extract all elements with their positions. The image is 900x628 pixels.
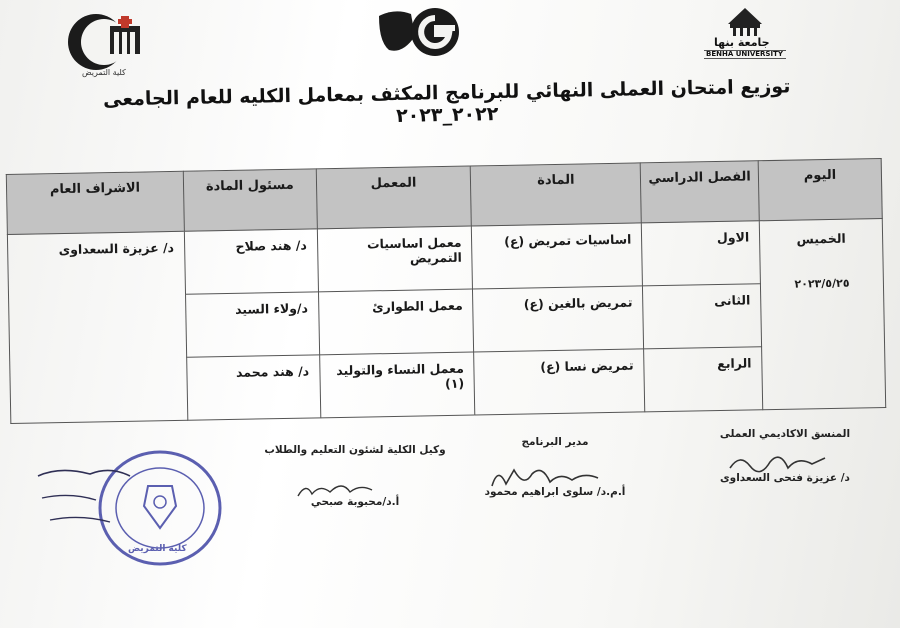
official-stamp [30,446,230,571]
subject-cell: اساسيات تمريض (ع) [472,223,643,289]
right-logo-arabic: جامعة بنها [714,36,770,49]
header-responsible: مسئول المادة [183,169,317,231]
header-day: اليوم [758,159,882,221]
responsible-cell: د/ولاء السيد [185,292,319,357]
subject-cell: تمريض نسا (ع) [474,349,645,415]
header-supervision: الاشراف العام [6,171,184,234]
header-subject: المادة [471,163,642,226]
header-lab: المعمل [316,166,472,229]
director-handwritten-signature [480,460,620,496]
responsible-cell: د/ هند صلاح [184,229,318,294]
right-logo-english: BENHA UNIVERSITY [706,50,783,58]
document-title: توزيع امتحان العملى النهائي للبرنامج المكثف بمعامل الكليه للعام الجامعى ٢٠٢٢_٢٠٢٣ [102,75,791,127]
lab-cell: معمل الطوارئ [318,289,474,355]
left-logo-caption: كلية التمريض [82,68,126,77]
day-name: الخميس [796,230,846,247]
nursing-faculty-logo [62,12,152,80]
stamp-text: كلية التمريض [128,544,187,554]
day-cell [759,218,885,409]
vice-dean-label: وكيل الكلية لشئون التعليم والطلاب [264,444,446,456]
semester-cell: الرابع [644,347,763,412]
header-semester: الفصل الدراسي [640,161,759,223]
subject-cell: تمريض بالغين (ع) [473,286,644,352]
vice-dean-handwritten-signature [290,474,380,504]
responsible-cell: د/ هند محمد [187,355,321,420]
lab-cell: معمل اساسيات التمريض [317,226,473,292]
coordinator-name: د/ عزيزة فتحى السعداوى [720,472,850,484]
director-name: أ.م.د/ سلوى ابراهيم محمود [484,486,626,498]
coordinator-label: المنسق الاكاديمي العملى [719,428,851,440]
vice-dean-name: أ.د/محبوبة صبحي [310,496,400,508]
exam-schedule-table [6,158,886,424]
director-label: مدير البرنامج [521,436,589,448]
semester-cell: الاول [642,221,761,286]
semester-cell: الثانى [643,284,762,349]
program-logo [375,6,467,62]
supervisor-cell: د/ عزيزة السعداوى [7,231,187,423]
coordinator-handwritten-signature [720,448,840,478]
lab-cell: معمل النساء والتوليد (١) [319,352,475,418]
benha-university-logo [700,6,790,68]
exam-date: ٢٠٢٣/٥/٢٥ [794,276,850,291]
